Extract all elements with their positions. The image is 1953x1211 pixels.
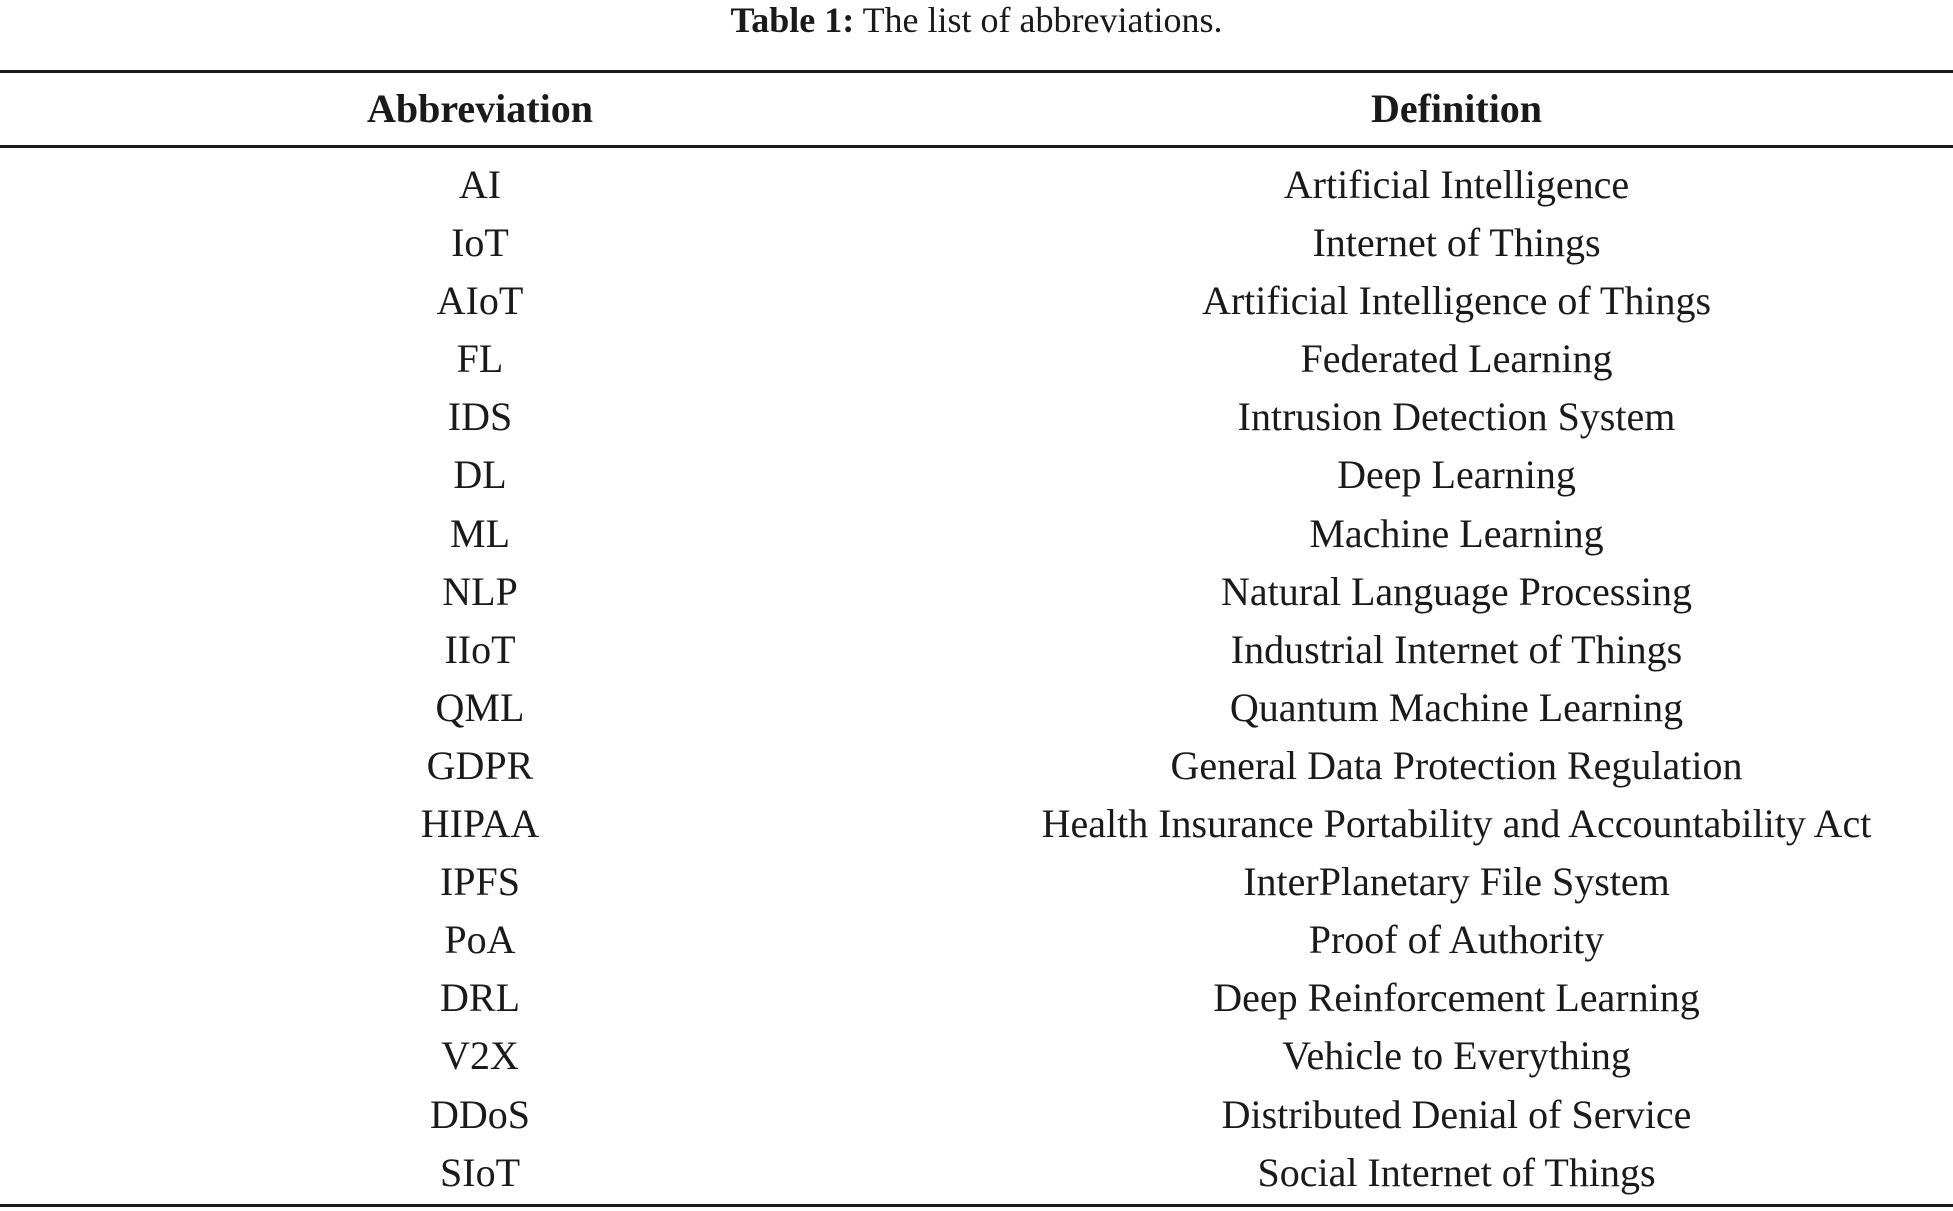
definition-cell: Deep Learning xyxy=(1337,452,1576,498)
table-row xyxy=(0,737,1953,795)
definition-cell: Internet of Things xyxy=(1312,220,1601,266)
abbreviation-cell: QML xyxy=(435,684,525,730)
definition-cell: Proof of Authority xyxy=(1308,917,1605,963)
table-row xyxy=(0,214,1953,272)
definition-cell: General Data Protection Regulation xyxy=(1170,742,1743,788)
table-row xyxy=(0,446,1953,504)
table-row xyxy=(0,388,1953,446)
table-body xyxy=(0,156,1953,1202)
abbreviation-cell: GDPR xyxy=(426,742,534,788)
definition-cell: InterPlanetary File System xyxy=(1243,859,1670,905)
abbreviation-cell: IIoT xyxy=(444,626,516,672)
definition-cell: Vehicle to Everything xyxy=(1282,1033,1631,1079)
caption-label: Table 1: xyxy=(730,0,855,40)
definition-cell: Distributed Denial of Service xyxy=(1221,1091,1692,1137)
table-header-rule xyxy=(0,145,1953,148)
table-row xyxy=(0,911,1953,969)
table-row xyxy=(0,563,1953,621)
abbreviation-cell: AI xyxy=(458,162,502,207)
definition-cell: Natural Language Processing xyxy=(1221,568,1692,614)
definition-cell: Artificial Intelligence of Things xyxy=(1201,278,1712,324)
abbreviation-cell: SIoT xyxy=(440,1149,520,1195)
abbreviation-cell: NLP xyxy=(442,568,518,614)
table-row xyxy=(0,853,1953,911)
abbreviation-cell: DRL xyxy=(440,975,520,1021)
table-row xyxy=(0,330,1953,388)
abbreviation-cell: FL xyxy=(456,336,504,382)
table-row xyxy=(0,1027,1953,1085)
table-row xyxy=(0,505,1953,563)
definition-cell: Industrial Internet of Things xyxy=(1230,626,1683,672)
table-row xyxy=(0,679,1953,737)
definition-cell: Social Internet of Things xyxy=(1257,1149,1656,1195)
table-bottom-rule xyxy=(0,1204,1953,1207)
definition-cell: Intrusion Detection System xyxy=(1237,394,1676,440)
definition-cell: Health Insurance Portability and Accountability Act xyxy=(1041,801,1872,847)
table-row xyxy=(0,272,1953,330)
header-definition: Definition xyxy=(1370,86,1543,131)
table-row xyxy=(0,1144,1953,1202)
header-abbreviation: Abbreviation xyxy=(367,86,593,131)
abbreviation-cell: V2X xyxy=(441,1033,519,1079)
abbreviation-cell: HIPAA xyxy=(420,801,540,847)
table-header-row xyxy=(0,73,1953,145)
abbreviation-cell: IoT xyxy=(451,220,509,266)
table-row xyxy=(0,1086,1953,1144)
table-row xyxy=(0,969,1953,1027)
abbreviation-cell: PoA xyxy=(444,917,516,963)
abbreviation-cell: DL xyxy=(453,452,507,498)
abbreviation-cell: ML xyxy=(450,510,510,556)
definition-cell: Quantum Machine Learning xyxy=(1229,684,1684,730)
definition-cell: Artificial Intelligence xyxy=(1283,162,1630,207)
table-row xyxy=(0,621,1953,679)
abbreviation-cell: IDS xyxy=(447,394,513,440)
definition-cell: Machine Learning xyxy=(1309,510,1604,556)
definition-cell: Deep Reinforcement Learning xyxy=(1213,975,1700,1021)
abbreviation-cell: AIoT xyxy=(436,278,524,324)
caption-text: The list of abbreviations. xyxy=(854,0,1223,40)
abbreviation-cell: IPFS xyxy=(439,859,521,905)
definition-cell: Federated Learning xyxy=(1300,336,1613,382)
table-row xyxy=(0,156,1953,214)
abbreviation-cell: DDoS xyxy=(429,1091,531,1137)
table-caption xyxy=(0,0,1953,40)
table-row xyxy=(0,795,1953,853)
